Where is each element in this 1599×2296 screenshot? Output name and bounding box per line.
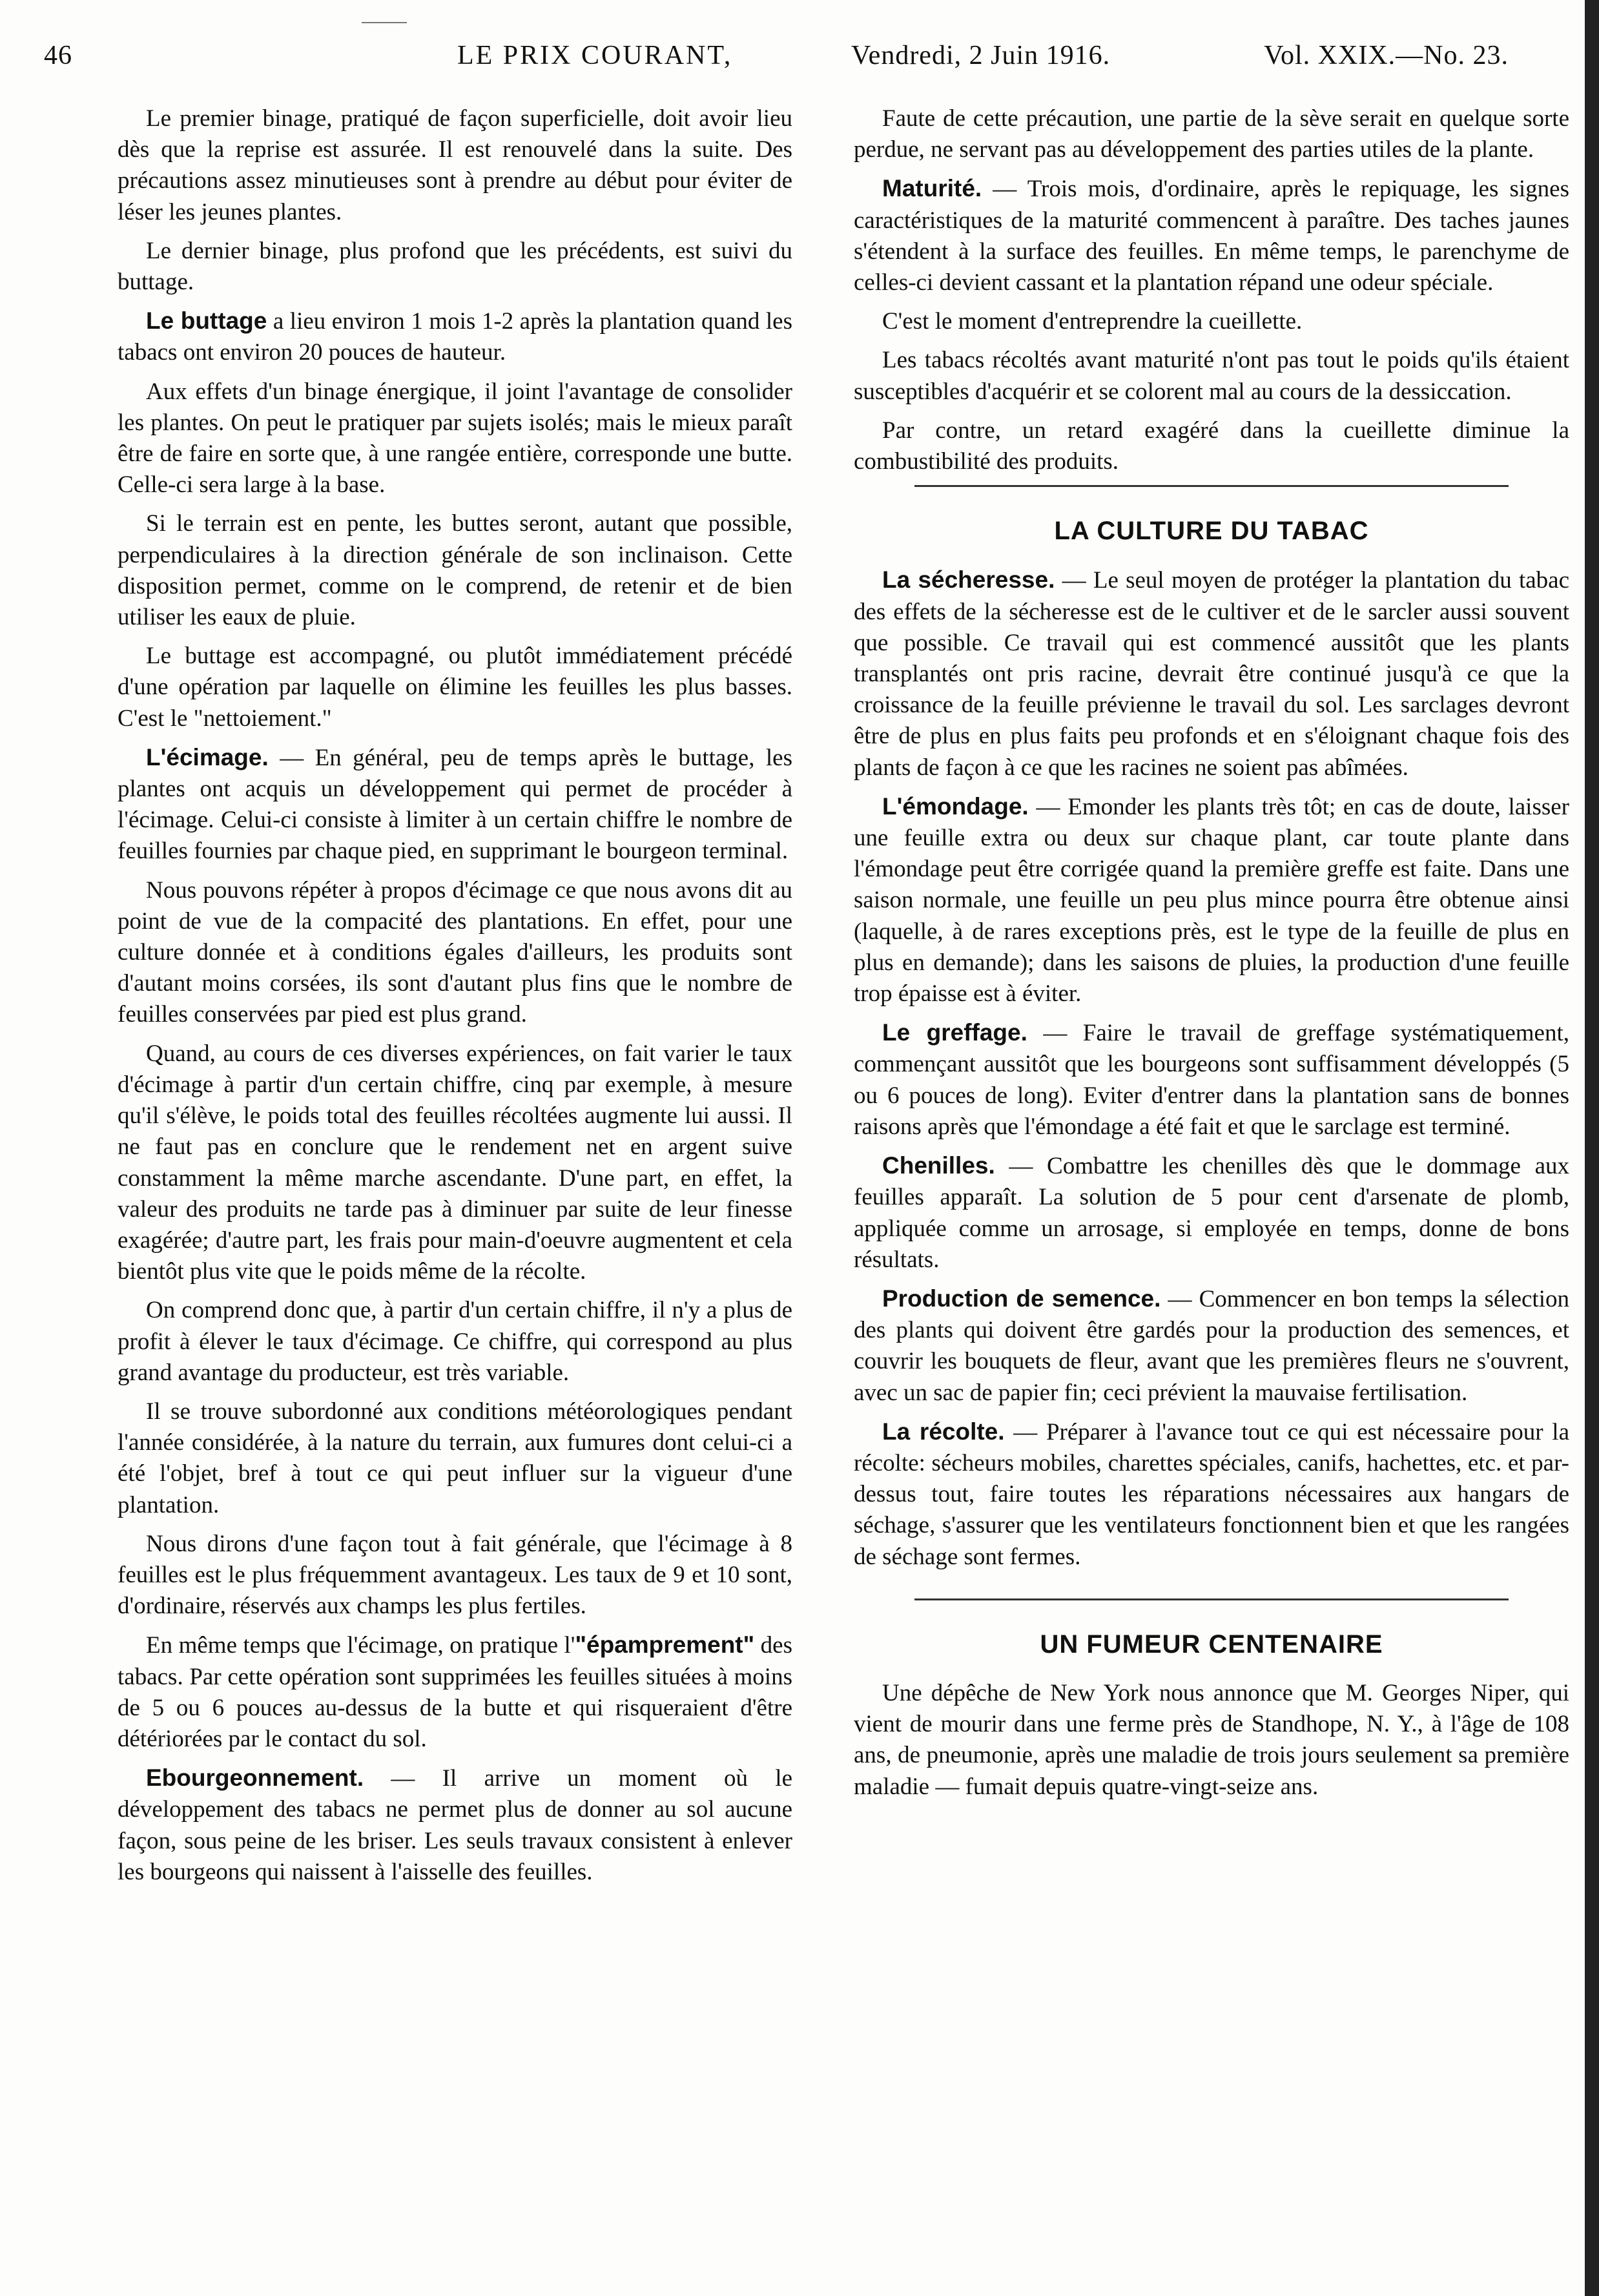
section-rule [914, 485, 1509, 487]
page-number: 46 [44, 41, 72, 70]
paragraph: La sécheresse. — Le seul moyen de protéger la plantation du tabac des effets de la sécheresse est de le cultiver et de le sarcler aussi souvent que possible. Ce travail qui est commencé aussitôt que les plants transplantés ont pris racine, devrait être continué jusqu'à ce que la croissance de la feuille prévienne le travail du sol. Les sarclages devront être de plus en plus faits peu profonds et en s'éloignant chaque fois des plants de façon à ce que les racines ne soient pas abîmées. [854, 566, 1570, 781]
paragraph: La récolte. — Préparer à l'avance tout ce qui est nécessaire pour la récolte: sécheurs mobiles, charettes spéciales, canifs, hachettes, etc. et par-dessus tout, faire toutes les réparations nécessaires aux hangars de séchage, s'assurer que les ventilateurs fonctionnent bien et que les rangées de séchage sont fermes. [854, 1418, 1569, 1570]
page-header [44, 40, 1509, 79]
paragraph: Si le terrain est en pente, les buttes seront, autant que possible, perpendiculaires à la direction générale de son inclinaison. Cette disposition permet, comme on le comprend, de retenir et de bien utiliser les eaux de pluie. [118, 510, 792, 631]
left-column [118, 103, 792, 1896]
top-rule [362, 22, 407, 23]
paragraph: L'émondage. — Emonder les plants très tôt; en cas de doute, laisser une feuille extra ou deux sur chaque plant, car toute plante dans l'émondage peut être corrigée quand la première greffe est faite. Dans une saison normale, une feuille un peu plus mince pourra être obtenue ainsi (laquelle, à de rares exceptions près, est le type de la feuille de plus en plus en demande); dans les saisons de pluies, la production d'une feuille trop épaisse est à éviter. [854, 792, 1569, 1008]
paragraph: Par contre, un retard exagéré dans la cueillette diminue la combustibilité des produits. [854, 417, 1569, 475]
paragraph: C'est le moment d'entreprendre la cueillette. [882, 308, 1303, 335]
paragraph: Le buttage est accompagné, ou plutôt immédiatement précédé d'une opération par laquelle on élimine les feuilles les plus basses. C'est le "nettoiement." [118, 643, 792, 732]
paragraph: En même temps que l'écimage, on pratique l'"épamprement" des tabacs. Par cette opération sont supprimées les feuilles situées à moins de 5 ou 6 pouces au-dessus de la butte et qui risqueraient d'être détériorées par le contact du sol. [118, 1631, 792, 1752]
subheading-ebourgeonnement: Ebourgeonnement. [146, 1764, 364, 1792]
subheading-maturite: Maturité. [882, 175, 982, 202]
paragraph: Faute de cette précaution, une partie de la sève serait en quelque sorte perdue, ne servant pas au développement des parties utiles de la plante. [854, 105, 1569, 163]
term-epamprement: "épamprement" [575, 1631, 755, 1659]
paragraph: Il se trouve subordonné aux conditions météorologiques pendant l'année considérée, à la nature du terrain, aux fumures dont celui-ci a été l'objet, bref à tout ce qui peut influer sur la vigueur d'une plantation. [118, 1398, 792, 1518]
paragraph: Quand, au cours de ces diverses expériences, on fait varier le taux d'écimage à partir d'un certain chiffre, cinq par exemple, à mesure qu'il s'élève, le poids total des feuilles récoltées augmente lui aussi. Il ne faut pas en conclure que le rendement net en argent suive constamment la même marche ascendante. D'une part, en effet, la valeur des produits ne tarde pas à diminuer par suite de leur finesse exagérée; d'autre part, les frais pour main-d'oeuvre augmentent et cela bientôt plus vite que le poids même de la récolte. [118, 1040, 792, 1285]
journal-title: LE PRIX COURANT, [457, 41, 733, 70]
subheading-recolte: La récolte. [882, 1418, 1005, 1445]
subheading-emondage: L'émondage. [882, 792, 1029, 820]
subheading-secheresse: La sécheresse. [882, 566, 1055, 594]
paragraph: Nous dirons d'une façon tout à fait générale, que l'écimage à 8 feuilles est le plus fréquemment avantageux. Les taux de 9 et 10 sont, d'ordinaire, réservés aux champs les plus fertiles. [118, 1530, 792, 1620]
section-rule [914, 1598, 1509, 1600]
issue-date: Vendredi, 2 Juin 1916. [851, 41, 1111, 70]
paragraph: Le greffage. — Faire le travail de greffage systématiquement, commençant aussitôt que les bourgeons sont suffisamment développés (5 ou 6 pouces de long). Eviter d'entrer dans la plantation sans de bonnes raisons après que l'émondage a été fait et que le sarclage est terminé. [854, 1019, 1569, 1140]
subheading-greffage: Le greffage. [882, 1019, 1027, 1046]
paragraph: Production de semence. — Commencer en bon temps la sélection des plants qui doivent être gardés pour la production des semences, et couvrir les bouquets de fleur, avant que les premières fleurs ne s'ouvrent, avec un sac de papier fin; ceci prévient la mauvaise fertilisation. [854, 1285, 1569, 1406]
subheading-buttage: Le buttage [146, 307, 267, 335]
scan-edge [1585, 0, 1599, 2296]
subheading-chenilles: Chenilles. [882, 1152, 995, 1179]
paragraph: Chenilles. — Combattre les chenilles dès que le dommage aux feuilles apparaît. La solution de 5 pour cent d'arsenate de plomb, appliquée comme un arrosage, si employée en temps, donne de bons résultats. [854, 1152, 1569, 1273]
paragraph: Le premier binage, pratiqué de façon superficielle, doit avoir lieu dès que la reprise est assurée. Il est renouvelé dans la suite. Des précautions assez minutieuses sont à prendre au début pour éviter de léser les jeunes plantes. [118, 105, 792, 225]
paragraph: Maturité. — Trois mois, d'ordinaire, après le repiquage, les signes caractéristiques de la maturité commencent à paraître. Des taches jaunes s'étendent à la surface des feuilles. En même temps, le parenchyme de celles-ci devient cassant et la plantation répand une odeur spéciale. [854, 175, 1569, 296]
paragraph: Nous pouvons répéter à propos d'écimage ce que nous avons dit au point de vue de la compacité des plantations. En effet, pour une culture donnée et à conditions égales d'ailleurs, les produits sont d'autant moins corsées, ils sont d'autant plus fins que le nombre de feuilles conservées par pied est plus grand. [118, 876, 792, 1028]
section-title-culture-du-tabac: LA CULTURE DU TABAC [1054, 517, 1369, 546]
subheading-semence: Production de semence. [882, 1285, 1161, 1312]
paragraph: Le buttage a lieu environ 1 mois 1-2 après la plantation quand les tabacs ont environ 20 pouces de hauteur. [118, 307, 792, 366]
paragraph: Aux effets d'un binage énergique, il joint l'avantage de consolider les plantes. On peut le pratiquer par sujets isolés; mais le mieux paraît être de faire en sorte que, à une rangée entière, corresponde une butte. Celle-ci sera large à la base. [118, 378, 792, 499]
right-column [854, 103, 1569, 1810]
paragraph: L'écimage. — En général, peu de temps après le buttage, les plantes ont acquis un développement qui permet de procéder à l'écimage. Celui-ci consiste à limiter à un certain chiffre le nombre de feuilles fournies par chaque pied, en supprimant le bourgeon terminal. [118, 743, 792, 865]
volume-number: Vol. XXIX.—No. 23. [1264, 41, 1509, 70]
paragraph: Les tabacs récoltés avant maturité n'ont pas tout le poids qu'ils étaient susceptibles d'acquérir et se colorent mal au cours de la dessiccation. [854, 347, 1569, 405]
paragraph: Le dernier binage, plus profond que les précédents, est suivi du buttage. [118, 237, 792, 296]
subheading-ecimage: L'écimage. [146, 743, 269, 771]
section-title-fumeur-centenaire: UN FUMEUR CENTENAIRE [1040, 1629, 1383, 1659]
paragraph: Ebourgeonnement. — Il arrive un moment où le développement des tabacs ne permet plus de donner au sol aucune façon, sous peine de les briser. Les seuls travaux consistent à enlever les bourgeons qui naissent à l'aisselle des feuilles. [118, 1764, 792, 1885]
paragraph: Une dépêche de New York nous annonce que M. Georges Niper, qui vient de mourir dans une ferme près de Standhope, N. Y., à l'âge de 108 ans, de pneumonie, après une maladie de trois jours seulement sa première maladie — fumait depuis quatre-vingt-seize ans. [854, 1679, 1569, 1800]
paragraph: On comprend donc que, à partir d'un certain chiffre, il n'y a plus de profit à élever le taux d'écimage. Ce chiffre, qui correspond au plus grand avantage du producteur, est très variable. [118, 1297, 792, 1386]
